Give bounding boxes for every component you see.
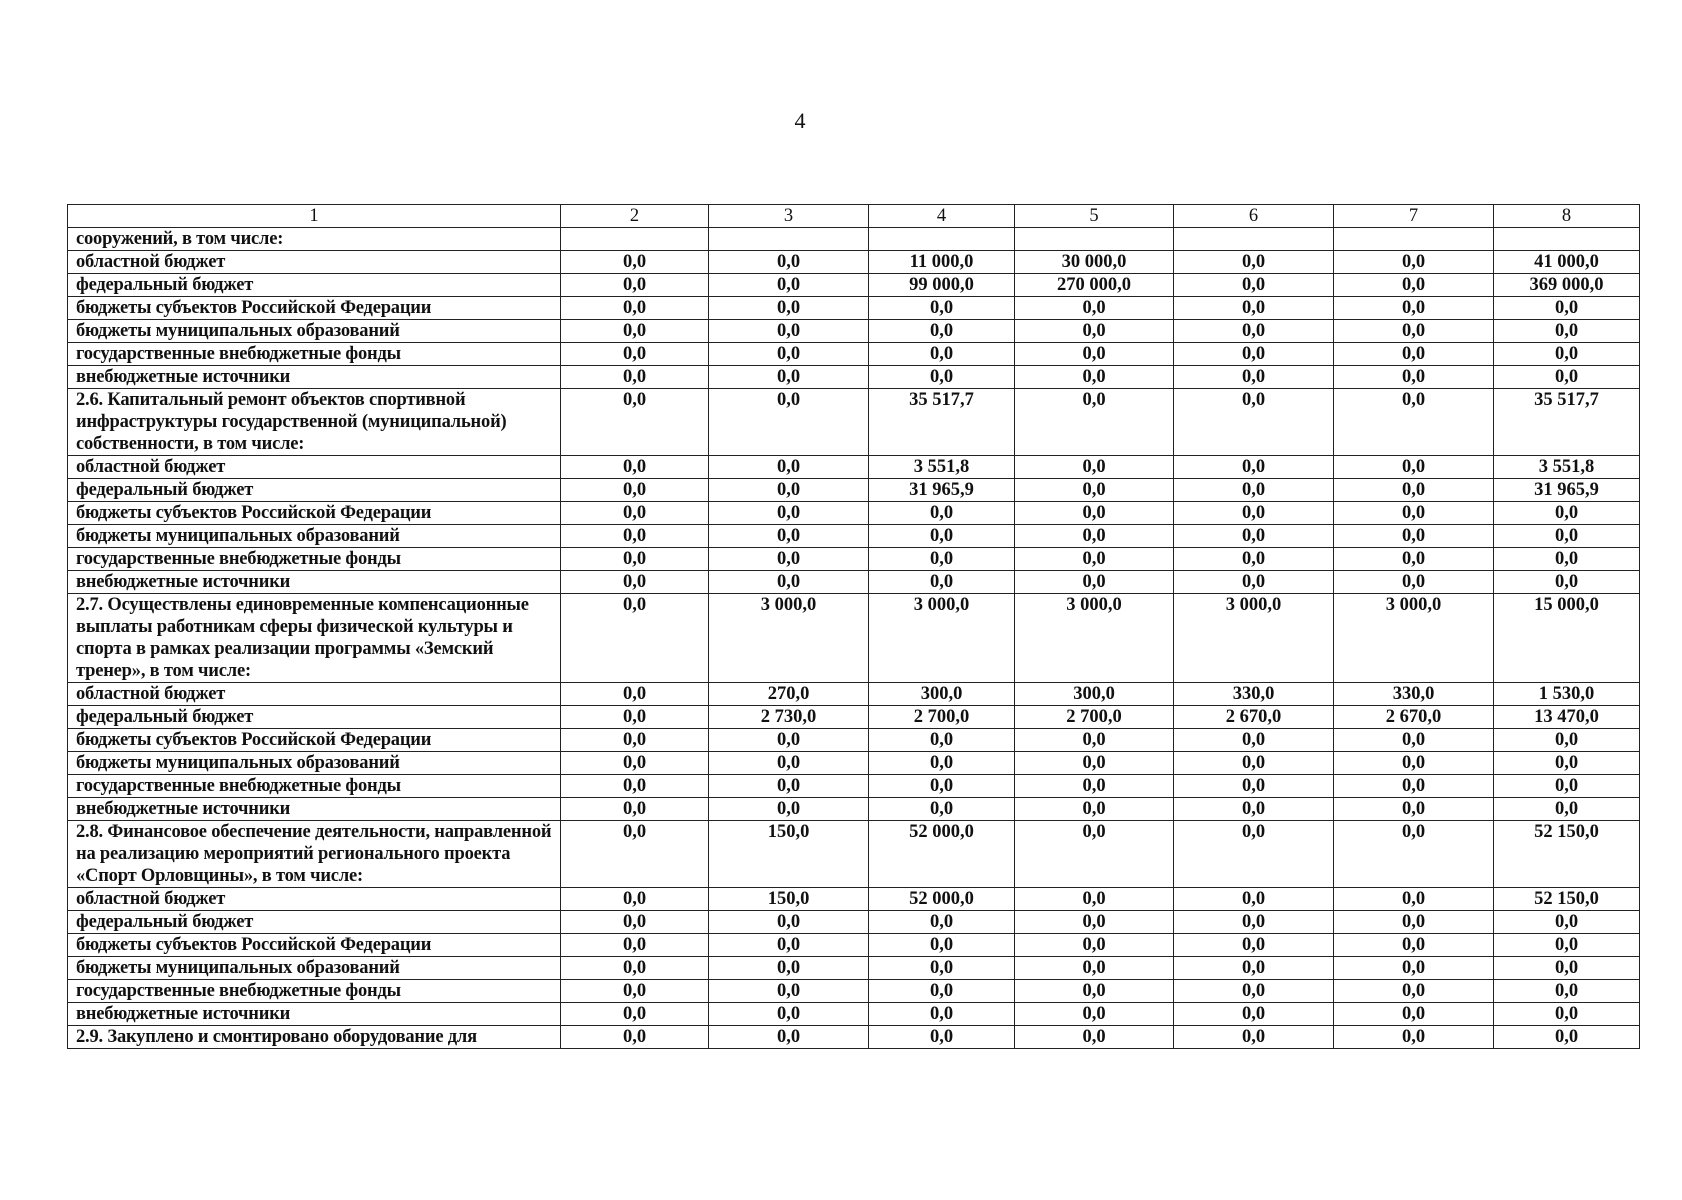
cell-value: 0,0 xyxy=(561,594,709,683)
cell-value: 0,0 xyxy=(561,752,709,775)
row-label: областной бюджет xyxy=(68,456,561,479)
cell-value: 300,0 xyxy=(869,683,1015,706)
table-row xyxy=(68,798,1640,821)
cell-value: 0,0 xyxy=(1494,957,1640,980)
cell-value: 0,0 xyxy=(561,1026,709,1049)
cell-value: 0,0 xyxy=(1334,980,1494,1003)
cell-value: 0,0 xyxy=(869,752,1015,775)
cell-value: 0,0 xyxy=(1015,1003,1174,1026)
cell-value: 0,0 xyxy=(1494,752,1640,775)
cell-value: 0,0 xyxy=(1334,389,1494,456)
cell-value: 0,0 xyxy=(1334,366,1494,389)
cell-value: 2 700,0 xyxy=(869,706,1015,729)
cell-value: 0,0 xyxy=(561,525,709,548)
cell-value: 0,0 xyxy=(709,775,869,798)
cell-value: 2 670,0 xyxy=(1174,706,1334,729)
cell-value: 0,0 xyxy=(709,502,869,525)
cell-value: 0,0 xyxy=(709,366,869,389)
cell-value: 0,0 xyxy=(709,934,869,957)
cell-value: 41 000,0 xyxy=(1494,251,1640,274)
cell-value: 270 000,0 xyxy=(1015,274,1174,297)
column-header-3: 3 xyxy=(709,205,869,228)
cell-value: 52 150,0 xyxy=(1494,888,1640,911)
cell-value: 150,0 xyxy=(709,888,869,911)
table-row xyxy=(68,594,1640,683)
cell-value: 1 530,0 xyxy=(1494,683,1640,706)
cell-value: 0,0 xyxy=(1174,571,1334,594)
cell-value xyxy=(1015,228,1174,251)
cell-value: 0,0 xyxy=(561,911,709,934)
row-label: 2.7. Осуществлены единовременные компенсационные выплаты работникам сферы физической культуры и спорта в рамках реализации программы «Земский тренер», в том числе: xyxy=(68,594,561,683)
cell-value: 0,0 xyxy=(709,911,869,934)
cell-value: 0,0 xyxy=(1494,1003,1640,1026)
cell-value: 270,0 xyxy=(709,683,869,706)
table-row xyxy=(68,366,1640,389)
row-label: бюджеты муниципальных образований xyxy=(68,752,561,775)
table-row xyxy=(68,251,1640,274)
cell-value: 0,0 xyxy=(1174,1026,1334,1049)
row-label: бюджеты субъектов Российской Федерации xyxy=(68,297,561,320)
cell-value: 0,0 xyxy=(1174,775,1334,798)
row-label: внебюджетные источники xyxy=(68,366,561,389)
row-label: бюджеты субъектов Российской Федерации xyxy=(68,502,561,525)
row-label: областной бюджет xyxy=(68,251,561,274)
cell-value: 0,0 xyxy=(1494,911,1640,934)
cell-value: 0,0 xyxy=(1174,320,1334,343)
table-row xyxy=(68,706,1640,729)
cell-value: 0,0 xyxy=(561,706,709,729)
cell-value: 0,0 xyxy=(709,729,869,752)
cell-value: 0,0 xyxy=(1015,1026,1174,1049)
cell-value: 0,0 xyxy=(561,729,709,752)
cell-value: 0,0 xyxy=(561,366,709,389)
cell-value: 0,0 xyxy=(561,798,709,821)
column-header-7: 7 xyxy=(1334,205,1494,228)
cell-value: 0,0 xyxy=(1494,775,1640,798)
table-row xyxy=(68,934,1640,957)
cell-value: 0,0 xyxy=(1174,1003,1334,1026)
cell-value: 0,0 xyxy=(1015,821,1174,888)
cell-value xyxy=(869,228,1015,251)
cell-value: 0,0 xyxy=(561,957,709,980)
table-row xyxy=(68,479,1640,502)
cell-value: 0,0 xyxy=(561,683,709,706)
cell-value: 0,0 xyxy=(1174,502,1334,525)
cell-value: 369 000,0 xyxy=(1494,274,1640,297)
table-row xyxy=(68,320,1640,343)
cell-value: 0,0 xyxy=(1334,251,1494,274)
row-label: государственные внебюджетные фонды xyxy=(68,548,561,571)
cell-value: 13 470,0 xyxy=(1494,706,1640,729)
cell-value: 0,0 xyxy=(1174,980,1334,1003)
cell-value: 3 000,0 xyxy=(1174,594,1334,683)
cell-value: 330,0 xyxy=(1334,683,1494,706)
cell-value: 0,0 xyxy=(1174,366,1334,389)
column-header-4: 4 xyxy=(869,205,1015,228)
cell-value: 0,0 xyxy=(1174,752,1334,775)
cell-value: 0,0 xyxy=(561,980,709,1003)
row-label: государственные внебюджетные фонды xyxy=(68,980,561,1003)
cell-value: 0,0 xyxy=(1015,980,1174,1003)
cell-value: 2 670,0 xyxy=(1334,706,1494,729)
cell-value: 0,0 xyxy=(1494,502,1640,525)
cell-value: 0,0 xyxy=(869,1026,1015,1049)
cell-value: 0,0 xyxy=(1174,456,1334,479)
cell-value: 0,0 xyxy=(709,479,869,502)
cell-value: 0,0 xyxy=(1334,775,1494,798)
cell-value: 0,0 xyxy=(561,934,709,957)
table-row xyxy=(68,525,1640,548)
cell-value: 52 000,0 xyxy=(869,888,1015,911)
cell-value: 0,0 xyxy=(709,320,869,343)
cell-value: 0,0 xyxy=(1174,957,1334,980)
row-label: федеральный бюджет xyxy=(68,479,561,502)
row-label: государственные внебюджетные фонды xyxy=(68,775,561,798)
cell-value: 99 000,0 xyxy=(869,274,1015,297)
page-number: 4 xyxy=(794,108,806,133)
cell-value: 0,0 xyxy=(1174,548,1334,571)
cell-value xyxy=(1334,228,1494,251)
cell-value: 35 517,7 xyxy=(869,389,1015,456)
cell-value: 0,0 xyxy=(561,274,709,297)
cell-value: 0,0 xyxy=(869,366,1015,389)
cell-value: 0,0 xyxy=(561,821,709,888)
table-body xyxy=(68,228,1640,1049)
cell-value: 0,0 xyxy=(709,456,869,479)
cell-value: 0,0 xyxy=(561,343,709,366)
cell-value: 0,0 xyxy=(709,274,869,297)
cell-value: 0,0 xyxy=(1015,502,1174,525)
row-label: федеральный бюджет xyxy=(68,706,561,729)
row-label: 2.6. Капитальный ремонт объектов спортивной инфраструктуры государственной (муниципальной) собственности, в том числе: xyxy=(68,389,561,456)
cell-value: 0,0 xyxy=(561,571,709,594)
cell-value: 0,0 xyxy=(1334,571,1494,594)
cell-value: 0,0 xyxy=(869,320,1015,343)
cell-value: 0,0 xyxy=(1015,456,1174,479)
cell-value: 0,0 xyxy=(1015,752,1174,775)
cell-value: 0,0 xyxy=(1015,775,1174,798)
cell-value: 0,0 xyxy=(1174,911,1334,934)
cell-value: 0,0 xyxy=(869,548,1015,571)
cell-value: 0,0 xyxy=(1334,1026,1494,1049)
cell-value: 0,0 xyxy=(1494,980,1640,1003)
row-label: внебюджетные источники xyxy=(68,571,561,594)
row-label: бюджеты муниципальных образований xyxy=(68,320,561,343)
row-label: областной бюджет xyxy=(68,683,561,706)
cell-value: 3 000,0 xyxy=(709,594,869,683)
cell-value: 0,0 xyxy=(869,525,1015,548)
cell-value: 0,0 xyxy=(709,251,869,274)
cell-value: 0,0 xyxy=(1015,479,1174,502)
cell-value: 30 000,0 xyxy=(1015,251,1174,274)
cell-value: 0,0 xyxy=(869,502,1015,525)
cell-value: 0,0 xyxy=(1015,366,1174,389)
row-label: бюджеты субъектов Российской Федерации xyxy=(68,729,561,752)
table-row xyxy=(68,957,1640,980)
cell-value: 0,0 xyxy=(869,798,1015,821)
cell-value: 0,0 xyxy=(709,980,869,1003)
cell-value: 0,0 xyxy=(1334,821,1494,888)
cell-value: 35 517,7 xyxy=(1494,389,1640,456)
cell-value: 0,0 xyxy=(709,297,869,320)
column-header-8: 8 xyxy=(1494,205,1640,228)
cell-value: 0,0 xyxy=(1334,502,1494,525)
cell-value: 0,0 xyxy=(1174,479,1334,502)
cell-value: 0,0 xyxy=(1015,389,1174,456)
cell-value: 0,0 xyxy=(1494,934,1640,957)
cell-value: 0,0 xyxy=(561,297,709,320)
cell-value: 0,0 xyxy=(1334,888,1494,911)
cell-value: 0,0 xyxy=(869,729,1015,752)
cell-value: 0,0 xyxy=(1174,729,1334,752)
cell-value: 0,0 xyxy=(1015,934,1174,957)
cell-value: 3 551,8 xyxy=(869,456,1015,479)
cell-value: 0,0 xyxy=(709,957,869,980)
table-row xyxy=(68,297,1640,320)
cell-value: 0,0 xyxy=(1174,525,1334,548)
cell-value: 0,0 xyxy=(1494,798,1640,821)
cell-value: 0,0 xyxy=(869,343,1015,366)
cell-value xyxy=(1494,228,1640,251)
cell-value: 31 965,9 xyxy=(1494,479,1640,502)
cell-value: 0,0 xyxy=(709,548,869,571)
cell-value: 0,0 xyxy=(561,502,709,525)
row-label: внебюджетные источники xyxy=(68,798,561,821)
cell-value xyxy=(561,228,709,251)
table-row xyxy=(68,502,1640,525)
cell-value: 0,0 xyxy=(1334,274,1494,297)
cell-value: 0,0 xyxy=(1494,525,1640,548)
cell-value: 3 000,0 xyxy=(869,594,1015,683)
table-row xyxy=(68,683,1640,706)
cell-value: 0,0 xyxy=(709,389,869,456)
cell-value: 0,0 xyxy=(869,1003,1015,1026)
cell-value: 0,0 xyxy=(561,456,709,479)
cell-value xyxy=(1174,228,1334,251)
cell-value: 0,0 xyxy=(561,775,709,798)
cell-value: 0,0 xyxy=(1015,888,1174,911)
cell-value: 0,0 xyxy=(561,389,709,456)
cell-value: 0,0 xyxy=(709,571,869,594)
cell-value: 0,0 xyxy=(1494,1026,1640,1049)
cell-value: 0,0 xyxy=(1174,251,1334,274)
row-label: 2.8. Финансовое обеспечение деятельности, направленной на реализацию мероприятий регионального проекта «Спорт Орловщины», в том числе: xyxy=(68,821,561,888)
table-row xyxy=(68,343,1640,366)
cell-value: 0,0 xyxy=(561,888,709,911)
cell-value: 3 000,0 xyxy=(1015,594,1174,683)
cell-value: 0,0 xyxy=(561,251,709,274)
table-row xyxy=(68,456,1640,479)
table-row xyxy=(68,274,1640,297)
cell-value: 0,0 xyxy=(1334,525,1494,548)
cell-value: 0,0 xyxy=(1174,888,1334,911)
cell-value: 330,0 xyxy=(1174,683,1334,706)
cell-value: 0,0 xyxy=(1015,729,1174,752)
cell-value: 52 000,0 xyxy=(869,821,1015,888)
cell-value: 0,0 xyxy=(1015,571,1174,594)
cell-value: 0,0 xyxy=(561,1003,709,1026)
cell-value: 52 150,0 xyxy=(1494,821,1640,888)
cell-value: 0,0 xyxy=(1334,752,1494,775)
cell-value: 0,0 xyxy=(709,752,869,775)
cell-value: 0,0 xyxy=(561,479,709,502)
cell-value: 0,0 xyxy=(1015,525,1174,548)
cell-value: 0,0 xyxy=(1334,479,1494,502)
cell-value: 0,0 xyxy=(869,571,1015,594)
cell-value: 0,0 xyxy=(1015,911,1174,934)
cell-value: 0,0 xyxy=(869,775,1015,798)
cell-value: 0,0 xyxy=(1494,366,1640,389)
cell-value: 0,0 xyxy=(1494,297,1640,320)
budget-table xyxy=(67,204,1640,1049)
table-row xyxy=(68,1026,1640,1049)
table-row xyxy=(68,729,1640,752)
cell-value: 0,0 xyxy=(1174,343,1334,366)
table-row xyxy=(68,752,1640,775)
cell-value: 0,0 xyxy=(709,798,869,821)
row-label: бюджеты муниципальных образований xyxy=(68,957,561,980)
row-label: областной бюджет xyxy=(68,888,561,911)
cell-value: 0,0 xyxy=(1174,297,1334,320)
cell-value: 0,0 xyxy=(869,934,1015,957)
cell-value: 0,0 xyxy=(1494,320,1640,343)
table-row xyxy=(68,888,1640,911)
cell-value: 2 730,0 xyxy=(709,706,869,729)
table-row xyxy=(68,548,1640,571)
cell-value: 0,0 xyxy=(1334,798,1494,821)
table-row xyxy=(68,1003,1640,1026)
cell-value: 0,0 xyxy=(1015,548,1174,571)
cell-value: 11 000,0 xyxy=(869,251,1015,274)
cell-value: 0,0 xyxy=(1334,934,1494,957)
cell-value: 15 000,0 xyxy=(1494,594,1640,683)
cell-value: 0,0 xyxy=(1334,343,1494,366)
cell-value: 0,0 xyxy=(1015,320,1174,343)
cell-value: 0,0 xyxy=(1174,274,1334,297)
cell-value: 0,0 xyxy=(1334,456,1494,479)
cell-value: 150,0 xyxy=(709,821,869,888)
cell-value: 0,0 xyxy=(1015,343,1174,366)
row-label: бюджеты субъектов Российской Федерации xyxy=(68,934,561,957)
cell-value: 0,0 xyxy=(1334,297,1494,320)
cell-value: 0,0 xyxy=(1334,320,1494,343)
cell-value: 0,0 xyxy=(1494,343,1640,366)
cell-value: 0,0 xyxy=(1334,957,1494,980)
cell-value: 0,0 xyxy=(1494,729,1640,752)
cell-value xyxy=(709,228,869,251)
header-row xyxy=(68,205,1640,228)
cell-value: 0,0 xyxy=(1015,957,1174,980)
column-header-2: 2 xyxy=(561,205,709,228)
table-row xyxy=(68,980,1640,1003)
table-row xyxy=(68,228,1640,251)
row-label: государственные внебюджетные фонды xyxy=(68,343,561,366)
table-row xyxy=(68,389,1640,456)
cell-value: 0,0 xyxy=(869,297,1015,320)
cell-value: 0,0 xyxy=(1174,821,1334,888)
cell-value: 0,0 xyxy=(869,911,1015,934)
row-label: бюджеты муниципальных образований xyxy=(68,525,561,548)
cell-value: 0,0 xyxy=(1334,911,1494,934)
cell-value: 3 000,0 xyxy=(1334,594,1494,683)
table-row xyxy=(68,775,1640,798)
row-label: федеральный бюджет xyxy=(68,911,561,934)
cell-value: 0,0 xyxy=(709,525,869,548)
table-row xyxy=(68,911,1640,934)
cell-value: 2 700,0 xyxy=(1015,706,1174,729)
table-row xyxy=(68,571,1640,594)
cell-value: 3 551,8 xyxy=(1494,456,1640,479)
cell-value: 0,0 xyxy=(1494,548,1640,571)
row-label: сооружений, в том числе: xyxy=(68,228,561,251)
cell-value: 0,0 xyxy=(1494,571,1640,594)
row-label: внебюджетные источники xyxy=(68,1003,561,1026)
cell-value: 0,0 xyxy=(709,343,869,366)
cell-value: 31 965,9 xyxy=(869,479,1015,502)
cell-value: 0,0 xyxy=(1174,798,1334,821)
table-row xyxy=(68,821,1640,888)
column-header-6: 6 xyxy=(1174,205,1334,228)
column-header-5: 5 xyxy=(1015,205,1174,228)
cell-value: 300,0 xyxy=(1015,683,1174,706)
cell-value: 0,0 xyxy=(1174,934,1334,957)
cell-value: 0,0 xyxy=(561,320,709,343)
cell-value: 0,0 xyxy=(1015,297,1174,320)
cell-value: 0,0 xyxy=(1174,389,1334,456)
cell-value: 0,0 xyxy=(869,957,1015,980)
cell-value: 0,0 xyxy=(561,548,709,571)
cell-value: 0,0 xyxy=(709,1003,869,1026)
cell-value: 0,0 xyxy=(1334,729,1494,752)
column-header-1: 1 xyxy=(68,205,561,228)
row-label: федеральный бюджет xyxy=(68,274,561,297)
cell-value: 0,0 xyxy=(1015,798,1174,821)
cell-value: 0,0 xyxy=(709,1026,869,1049)
cell-value: 0,0 xyxy=(1334,1003,1494,1026)
cell-value: 0,0 xyxy=(1334,548,1494,571)
row-label: 2.9. Закуплено и смонтировано оборудование для xyxy=(68,1026,561,1049)
cell-value: 0,0 xyxy=(869,980,1015,1003)
